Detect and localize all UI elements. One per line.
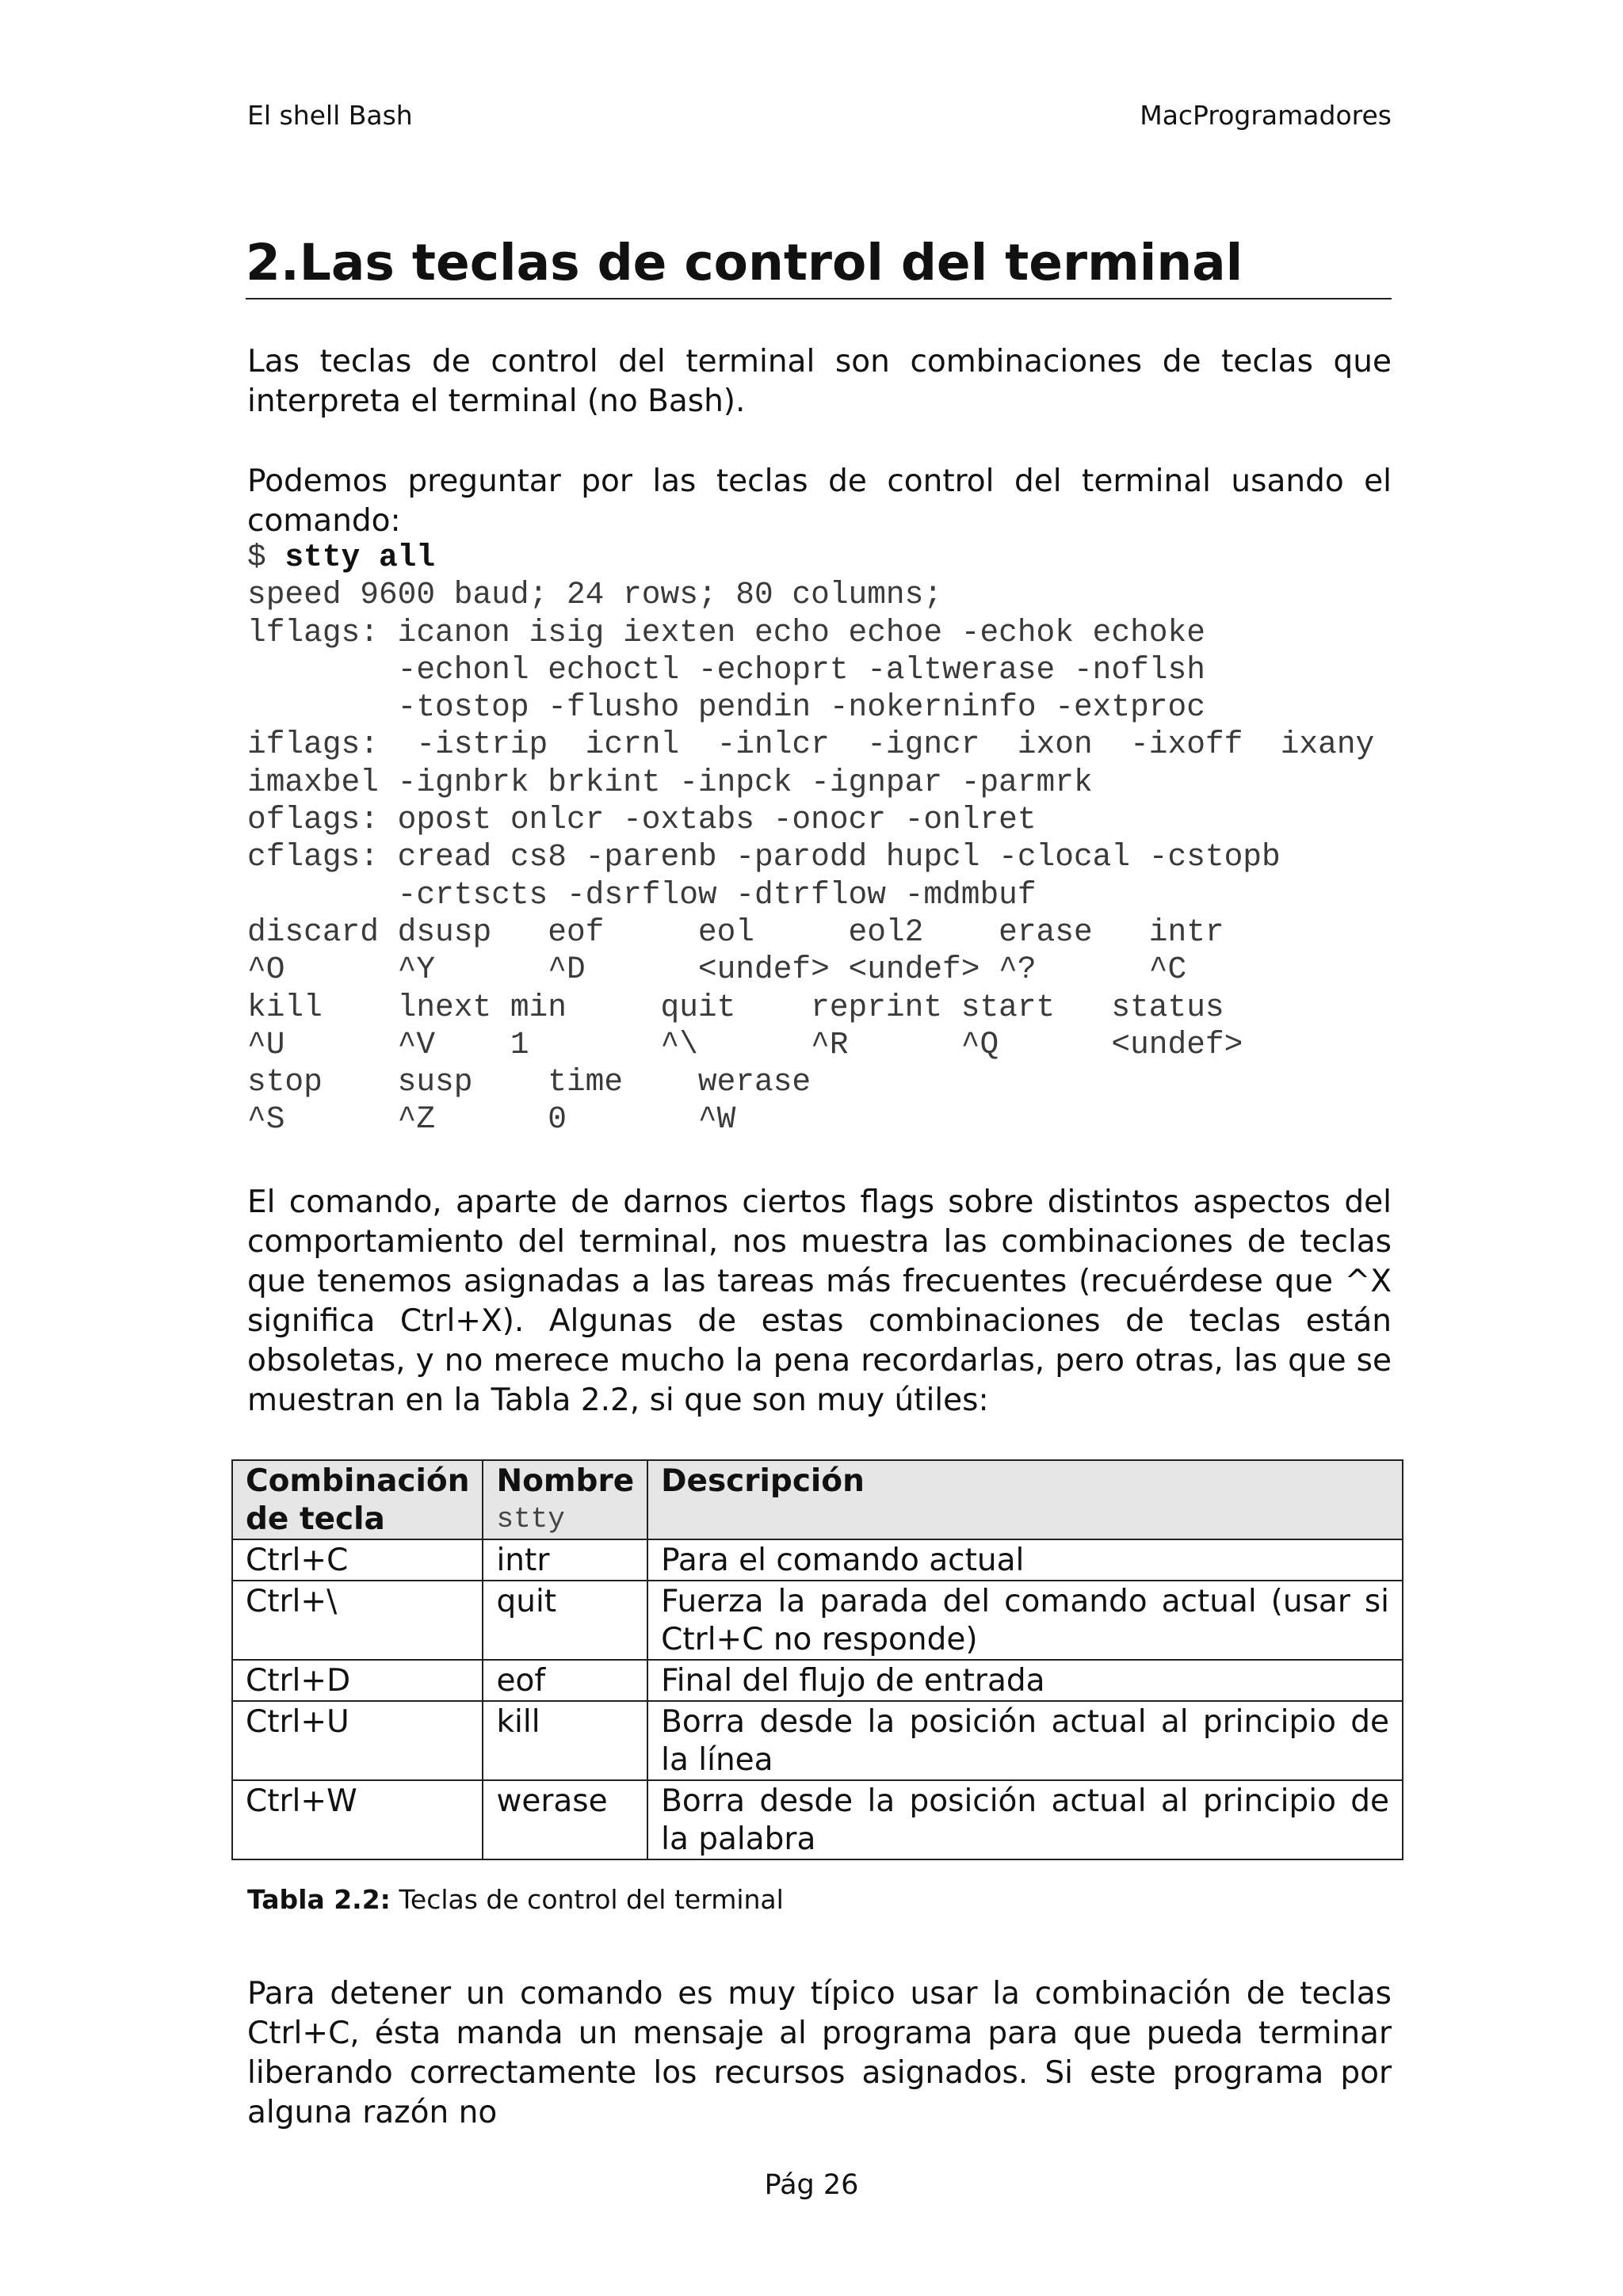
terminal-line: ^U ^V 1 ^\ ^R ^Q <undef> <box>247 1026 1243 1062</box>
header-name-label: Nombre <box>496 1463 635 1499</box>
cell-combo: Ctrl+W <box>232 1780 483 1859</box>
page-number: Pág 26 <box>764 2169 859 2201</box>
chapter-title: 2.Las teclas de control del terminal <box>246 234 1392 299</box>
terminal-line: imaxbel -ignbrk brkint -inpck -ignpar -parmrk <box>247 764 1093 800</box>
terminal-output <box>247 539 1374 1138</box>
header-name-sub: stty <box>496 1503 565 1535</box>
table-row <box>232 1701 1403 1780</box>
cell-desc: Borra desde la posición actual al principio de la línea <box>647 1701 1403 1780</box>
stop-paragraph: Para detener un comando es muy típico usar la combinación de teclas Ctrl+C, ésta manda un mensaje al programa para que pueda terminar liberando correctamente los recursos asignados. Si este programa por alguna razón no <box>247 1976 1392 2130</box>
cell-combo: Ctrl+\ <box>232 1581 483 1660</box>
cell-name: intr <box>483 1539 647 1581</box>
running-header-right: MacProgramadores <box>1140 100 1392 131</box>
table-row <box>232 1660 1403 1701</box>
table-row <box>232 1780 1403 1859</box>
terminal-line: speed 9600 baud; 24 rows; 80 columns; <box>247 577 943 613</box>
header-combo: Combinación de tecla <box>232 1460 483 1539</box>
table-header-row <box>232 1460 1403 1539</box>
terminal-line: oflags: opost onlcr -oxtabs -onocr -onlret <box>247 802 1037 838</box>
cell-desc: Borra desde la posición actual al principio de la palabra <box>647 1780 1403 1859</box>
shell-prompt: $ <box>247 540 285 575</box>
running-header-left: El shell Bash <box>247 100 413 131</box>
cell-combo: Ctrl+U <box>232 1701 483 1780</box>
cell-combo: Ctrl+D <box>232 1660 483 1701</box>
cell-name: quit <box>483 1581 647 1660</box>
terminal-line: ^S ^Z 0 ^W <box>247 1101 736 1138</box>
cell-name: eof <box>483 1660 647 1701</box>
cell-name: kill <box>483 1701 647 1780</box>
terminal-line: lflags: icanon isig iexten echo echoe -echok echoke <box>247 614 1205 650</box>
cell-desc: Para el comando actual <box>647 1539 1403 1581</box>
caption-text: Teclas de control del terminal <box>390 1884 784 1915</box>
terminal-line: -echonl echoctl -echoprt -altwerase -noflsh <box>247 651 1205 688</box>
cell-desc: Fuerza la parada del comando actual (usar si Ctrl+C no responde) <box>647 1581 1403 1660</box>
terminal-line: iflags: -istrip icrnl -inlcr -igncr ixon -ixoff ixany <box>247 727 1375 763</box>
control-keys-table <box>231 1459 1403 1860</box>
intro-paragraph: Las teclas de control del terminal son combinaciones de teclas que interpreta el terminal (no Bash). <box>247 344 1392 419</box>
cell-desc: Final del flujo de entrada <box>647 1660 1403 1701</box>
header-desc: Descripción <box>647 1460 1403 1539</box>
terminal-line: kill lnext min quit reprint start status <box>247 989 1224 1025</box>
header-name <box>483 1460 647 1539</box>
table-row <box>232 1539 1403 1581</box>
table-caption <box>247 1884 784 1915</box>
terminal-line: ^O ^Y ^D <undef> <undef> ^? ^C <box>247 952 1187 988</box>
explain-paragraph: El comando, aparte de darnos ciertos flags sobre distintos aspectos del comportamiento del terminal, nos muestra las combinaciones de teclas que tenemos asignadas a las tareas más frecuentes (recuérdese que ^X significa Ctrl+X). Algunas de estas combinaciones de teclas están obsoletas, y no merece mucho la pena recordarlas, pero otras, las que se muestran en la Tabla 2.2, si que son muy útiles: <box>247 1184 1392 1418</box>
terminal-line: discard dsusp eof eol eol2 erase intr <box>247 913 1224 950</box>
terminal-line: -tostop -flusho pendin -nokerninfo -extproc <box>247 689 1205 726</box>
terminal-line: cflags: cread cs8 -parenb -parodd hupcl -clocal -cstopb <box>247 839 1281 875</box>
table-row <box>232 1581 1403 1660</box>
ask-paragraph: Podemos preguntar por las teclas de control del terminal usando el comando: <box>247 463 1392 539</box>
terminal-line: -crtscts -dsrflow -dtrflow -mdmbuf <box>247 876 1037 913</box>
stty-command: stty all <box>285 540 436 575</box>
cell-combo: Ctrl+C <box>232 1539 483 1581</box>
caption-label: Tabla 2.2: <box>247 1884 391 1915</box>
terminal-line: stop susp time werase <box>247 1064 812 1100</box>
cell-name: werase <box>483 1780 647 1859</box>
